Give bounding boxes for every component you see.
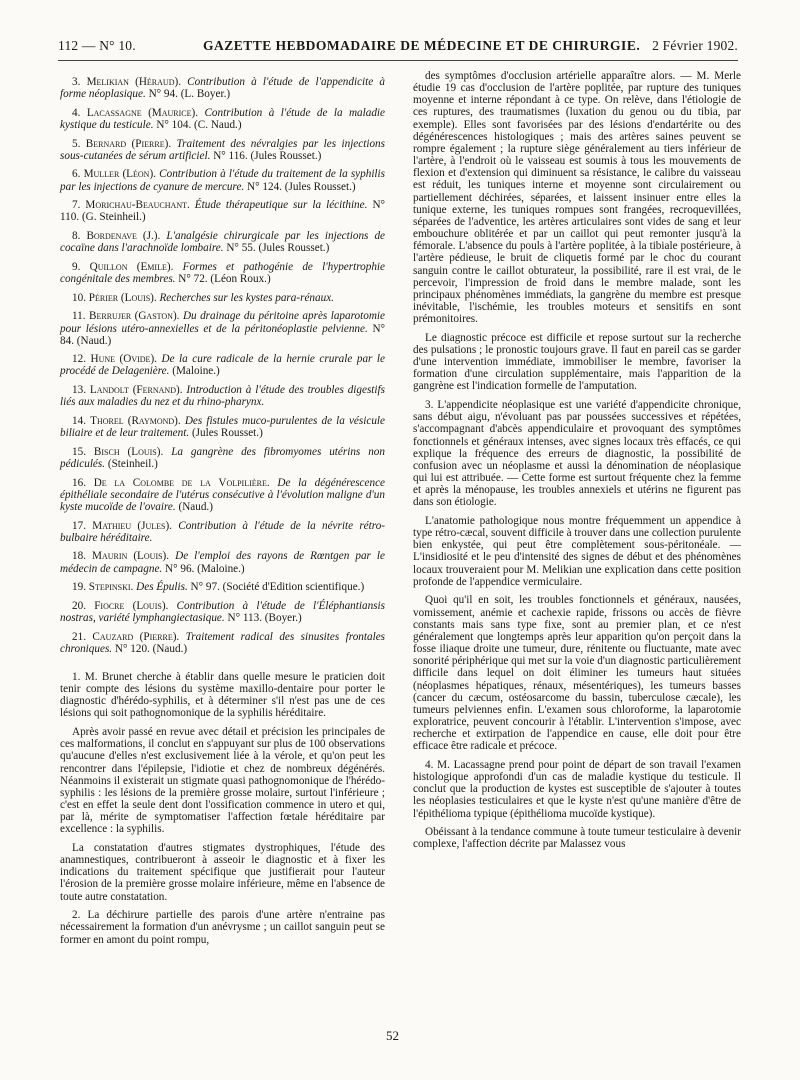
entry-title: Contribution à l'étude de l'appendicite à forme néoplasique. — [60, 76, 385, 101]
body-paragraph: 1. M. Brunet cherche à établir dans quelle mesure le praticien doit tenir compte des lésions du système maxillo-dentaire pour porter le diagnostic d'hérédo-syphilis, et à déterminer s'il n'est pas une de ces lésions qui soit pathognomonique de la syphilis héréditaire. — [60, 670, 385, 720]
entry-title: Recherches sur les kystes para-rénaux. — [159, 291, 334, 304]
thesis-entry — [60, 138, 385, 162]
entry-number: 21. — [72, 630, 93, 643]
entry-number: 7. — [72, 199, 86, 212]
journal-title: GAZETTE HEBDOMADAIRE DE MÉDECINE ET DE CHIRURGIE. — [203, 38, 641, 53]
entry-publisher: N° 124. (Jules Rousset.) — [244, 180, 356, 193]
entry-author: Landolt (Fernand). — [89, 384, 187, 397]
entry-publisher: N° 55. (Jules Rousset.) — [223, 242, 330, 255]
entry-title: Introduction à l'étude des troubles digestifs liés aux maladies du nez et du rhino-pharynx. — [60, 384, 385, 409]
entry-publisher: (Steinheil.) — [105, 457, 158, 470]
thesis-entry — [60, 631, 385, 655]
entry-publisher: N° 94. (L. Boyer.) — [145, 88, 231, 101]
entry-title: L'analgésie chirurgicale par les injections de cocaïne dans l'arachnoïde lombaire. — [60, 230, 385, 255]
entry-title: Des fistules muco-purulentes de la vésicule biliaire et de leur traitement. — [60, 414, 385, 440]
thesis-entry — [60, 261, 385, 285]
entry-title: Du drainage du péritoine après laparotomie pour lésions utéro-annexielles et de la péritonéoplastie pelvienne. — [60, 310, 385, 335]
entry-number: 11. — [72, 310, 90, 323]
entry-author: Morichau-Beauchant. — [85, 199, 195, 212]
thesis-entry — [60, 292, 385, 304]
thesis-entry — [60, 107, 385, 131]
thesis-entry — [60, 550, 385, 574]
thesis-entry — [60, 199, 385, 223]
entry-title: De l'emploi des rayons de Rœntgen par le médecin de campagne. — [60, 550, 386, 575]
entry-title: Contribution à l'étude de la maladie kystique du testicule. — [60, 106, 385, 131]
entry-author: Melikian (Héraud). — [86, 76, 188, 88]
page-number: 52 — [386, 1028, 399, 1043]
running-header — [58, 38, 738, 58]
entry-number: 4. — [72, 106, 87, 119]
body-paragraph: Le diagnostic précoce est difficile et repose surtout sur la recherche des pulsations ; le pronostic toujours grave. Il faut en pareil cas se garder d'une intervention immédiate, immobiliser le membre, favoriser la formation d'une circulation supplémentaire, mais l'apparition de la gangrène est l'indication formelle de l'amputation. — [413, 331, 741, 393]
body-paragraph: La constatation d'autres stigmates dystrophiques, l'étude des anamnestiques, contribueront à asseoir le diagnostic et à fixer les indications du traitement spécifique que justifierait pour l'auteur l'érosion de la première grosse molaire inférieure, même en l'absence de toute autre constatation. — [60, 841, 385, 903]
entry-number: 5. — [72, 137, 86, 150]
thesis-list — [60, 76, 385, 655]
entry-author: Périer (Louis). — [88, 291, 160, 304]
entry-publisher: N° 120. (Naud.) — [112, 642, 188, 655]
entry-title: Traitement des névralgies par les injections sous-cutanées de sérum artificiel. — [60, 137, 385, 162]
entry-author: Muller (Léon). — [83, 168, 160, 181]
entry-publisher: N° 113. (Boyer.) — [224, 611, 302, 624]
entry-number: 16. — [72, 476, 94, 489]
entry-publisher: (Maloine.) — [169, 365, 220, 378]
entry-number: 19. — [72, 581, 89, 594]
entry-title: Étude thérapeutique sur la lécithine. — [194, 199, 368, 212]
entry-author: Mathieu (Jules). — [92, 519, 179, 532]
entry-author: De la Colombe de la Volpilière. — [93, 476, 278, 489]
entry-number: 10. — [72, 291, 89, 304]
body-paragraph: 4. M. Lacassagne prend pour point de départ de son travail l'examen histologique approfondi d'un cas de maladie kystique du testicule. Il conclut que la production de kystes est susceptible de s'ajouter à toutes les néoplasies testiculaires et que le kyste n'est qu'une manière d'être de l'épithélioma typique (épithélioma mucoïde kystique). — [413, 758, 741, 820]
entry-publisher: N° 72. (Léon Roux.) — [175, 273, 271, 286]
thesis-entry — [60, 310, 385, 346]
thesis-entry — [60, 446, 385, 470]
entry-title: Formes et pathogénie de l'hypertrophie congénitale des membres. — [60, 260, 386, 286]
entry-author: Lacassagne (Maurice). — [86, 106, 205, 119]
entry-author: Thorel (Raymond). — [90, 414, 185, 427]
entry-number: 14. — [72, 414, 91, 427]
entry-publisher: (Naud.) — [175, 500, 213, 513]
entry-title: Contribution à l'étude du traitement de la syphilis par les injections de cyanure de mercure. — [60, 168, 386, 193]
entry-author: Berrujer (Gaston). — [89, 310, 183, 323]
body-paragraph: 2. La déchirure partielle des parois d'une artère n'entraine pas nécessairement la formation d'un anévrysme ; un caillot sanguin peut se former en amont du point rompu, — [60, 909, 385, 946]
entry-publisher: N° 104. (C. Naud.) — [153, 118, 242, 131]
right-column-text — [413, 70, 741, 851]
body-paragraph: Quoi qu'il en soit, les troubles fonctionnels et généraux, nausées, vomissement, anémie et cachexie rapide, frissons ou accès de fièvre constants mais sans type fixe, sont au premier plan, et ce n'est généralement que longtemps après leur apparition qu'on perçoit dans la fosse iliaque droite une tumeur, dure, rénitente ou fluctuante, mate avec sonorité périphérique qui met sur la voie d'un diagnostic particulièrement difficile dans lequel on doit éliminer les tumeurs haut situées (néoplasmes hépatiques, rénaux, mésentériques), les tumeurs basses (cancer du cæcum, ostéosarcome du bassin, tuberculose cæcale), les tumeurs pelviennes enfin. L'examen sous chloroforme, la laparotomie exploratrice, peuvent concourir à l'établir. L'intervention s'impose, avec recherche et extirpation de l'appendice en cause, elle doit pour être efficace être radicale et précoce. — [413, 594, 741, 753]
entry-number: 9. — [72, 260, 90, 273]
entry-number: 18. — [72, 550, 93, 563]
entry-number: 6. — [72, 168, 84, 181]
thesis-entry — [60, 581, 385, 593]
issue-date: 2 Février 1902. — [652, 38, 738, 53]
entry-title: Contribution à l'étude de la névrite rétro-bulbaire héréditaire. — [60, 519, 386, 544]
entry-author: Quillon (Emile). — [89, 260, 183, 273]
entry-number: 3. — [72, 76, 87, 88]
thesis-entry — [60, 230, 385, 254]
body-paragraph: Obéissant à la tendance commune à toute tumeur testiculaire à devenir complexe, l'affection décrite par Malassez vous — [413, 826, 741, 851]
entry-number: 15. — [72, 445, 94, 458]
body-paragraph: des symptômes d'occlusion artérielle apparaître alors. — M. Merle étudie 19 cas d'occlusion de l'artère poplitée, par rupture des tuniques moyenne et interne répondant à ce type. On relève, dans l'étiologie de ces ruptures, des traumatismes (luxation du genou ou du tibia, par exemple). Elles sont favorisées par des lésions d'endartérite ou des dégénérescences histologiques ; mais des artères saines peuvent se rompre également ; la rupture siège généralement au tiers inférieur de l'artère, à l'endroit où le vaisseau est soumis à tous les mouvements de flexion et d'extension qui diminuent sa résistance, le calibre du vaisseau est réduit, les tuniques interne et moyenne sont circulairement ou partiellement déchirées, séparées, et laissent insinuer entre elles la tunique externe, les tuniques rompues sont frangées, recroquevillées, séparées de l'adventice, les artères articulaires sont vides de sang et leur embouchure oblitérée et par un caillot qui peut remonter jusqu'à la fémorale. L'absence du pouls à l'artère poplitée, à la tibiale postérieure, à l'artère pédieuse, le bruit de cliquetis formé par le choc du courant sanguin contre le caillot obturateur, la possibilité, rare il est vrai, de le percevoir, l'impression de froid dans le membre malade, sont les principaux phénomènes immédiats, la gangrène du membre est presque inévitable, l'ischémie, les troubles moteurs et sensitifs en sont prémonitoires. — [413, 70, 741, 326]
entry-title: La gangrène des fibromyomes utérins non pédiculés. — [60, 445, 385, 470]
entry-author: Hune (Ovide). — [90, 353, 162, 366]
entry-publisher: N° 84. (Naud.) — [60, 322, 385, 347]
entry-number: 13. — [72, 384, 90, 397]
entry-author: Fiocre (Louis). — [94, 599, 177, 612]
thesis-entry — [60, 600, 385, 624]
left-column — [60, 76, 385, 952]
left-column-text — [60, 671, 385, 946]
entry-publisher: N° 110. (G. Steinheil.) — [60, 199, 385, 224]
thesis-entry — [60, 384, 385, 408]
thesis-entry — [60, 353, 385, 377]
entry-title: Contribution à l'étude de l'Éléphantiansis nostras, variété lymphangiectasique. — [60, 599, 386, 624]
entry-title: Traitement radical des sinusites frontales chroniques. — [60, 630, 386, 655]
entry-publisher: N° 116. (Jules Rousset.) — [210, 149, 322, 162]
entry-publisher: N° 96. (Maloine.) — [162, 562, 245, 575]
page-label: 112 — N° 10. — [58, 38, 136, 53]
body-paragraph: Après avoir passé en revue avec détail et précision les principales de ces malformations, il conclut en s'appuyant sur plus de 100 observations qu'aucune d'elles n'est exclusivement liée à la vérole, et qu'on peut les rencontrer dans l'épilepsie, l'idiotie et chez de nombreux dégénérés. Néanmoins il existerait un stigmate quasi pathognomonique de l'hérédo-syphilis : les lésions de la première grosse molaire, surtout l'inférieure ; c'est en effet la seule dent dont l'ossification commence in utero et qui, par là, mérite de symptomatiser l'affection fœtale héréditaire par excellence : la syphilis. — [60, 726, 385, 836]
entry-author: Bisch (Louis). — [93, 445, 172, 458]
entry-number: 20. — [72, 599, 95, 612]
body-paragraph: 3. L'appendicite néoplasique est une variété d'appendicite chronique, sans début aigu, n'évoluant pas par poussées successives et répétées, s'accompagnant d'abcès appendiculaire et provoquant des symptômes fonctionnels et généraux intenses, avec signes locaux très effacés, ce qui explique la fréquence des erreurs de diagnostic, la possibilité de confusion avec un néoplasme et aussi la dénomination de néoplasique qui lui est attribuée. — Cette forme est surtout fréquente chez la femme et après la ménopause, les troubles annexiels et utérins ne figurent pas dans son étiologie. — [413, 399, 741, 509]
entry-author: Maurin (Louis). — [92, 550, 176, 563]
entry-author: Stepinski. — [88, 581, 137, 594]
entry-publisher: N° 97. (Société d'Edition scientifique.) — [187, 581, 365, 594]
entry-author: Bernard (Pierre). — [85, 137, 177, 150]
entry-title: De la cure radicale de la hernie crurale par le procédé de Delagenière. — [60, 353, 385, 378]
entry-author: Cauzard (Pierre). — [92, 630, 186, 643]
thesis-entry — [60, 520, 385, 544]
entry-title: Des Épulis. — [136, 581, 188, 594]
entry-author: Bordenave (J.). — [86, 230, 167, 243]
entry-publisher: (Jules Rousset.) — [189, 427, 263, 440]
header-rule — [58, 60, 738, 61]
entry-number: 8. — [72, 230, 87, 243]
thesis-entry — [60, 477, 385, 513]
entry-number: 17. — [72, 519, 93, 532]
thesis-entry — [60, 168, 385, 192]
body-paragraph: L'anatomie pathologique nous montre fréquemment un appendice à type rétro-cæcal, souvent difficile à trouver dans une collection purulente bien enkystée, qui peut être complètement sous-péritonéale. — L'insidiosité et le peu d'intensité des signes de début et des phénomènes locaux trouveraient pour M. Melikian une explication dans cette position profonde de l'appendice vermiculaire. — [413, 514, 741, 588]
thesis-entry — [60, 76, 385, 100]
right-column — [413, 70, 741, 857]
entry-title: De la dégénérescence épithéliale secondaire de l'utérus consécutive à l'évolution maligne d'un kyste mucoïde de l'ovaire. — [60, 476, 386, 513]
thesis-entry — [60, 415, 385, 439]
entry-number: 12. — [72, 353, 91, 366]
